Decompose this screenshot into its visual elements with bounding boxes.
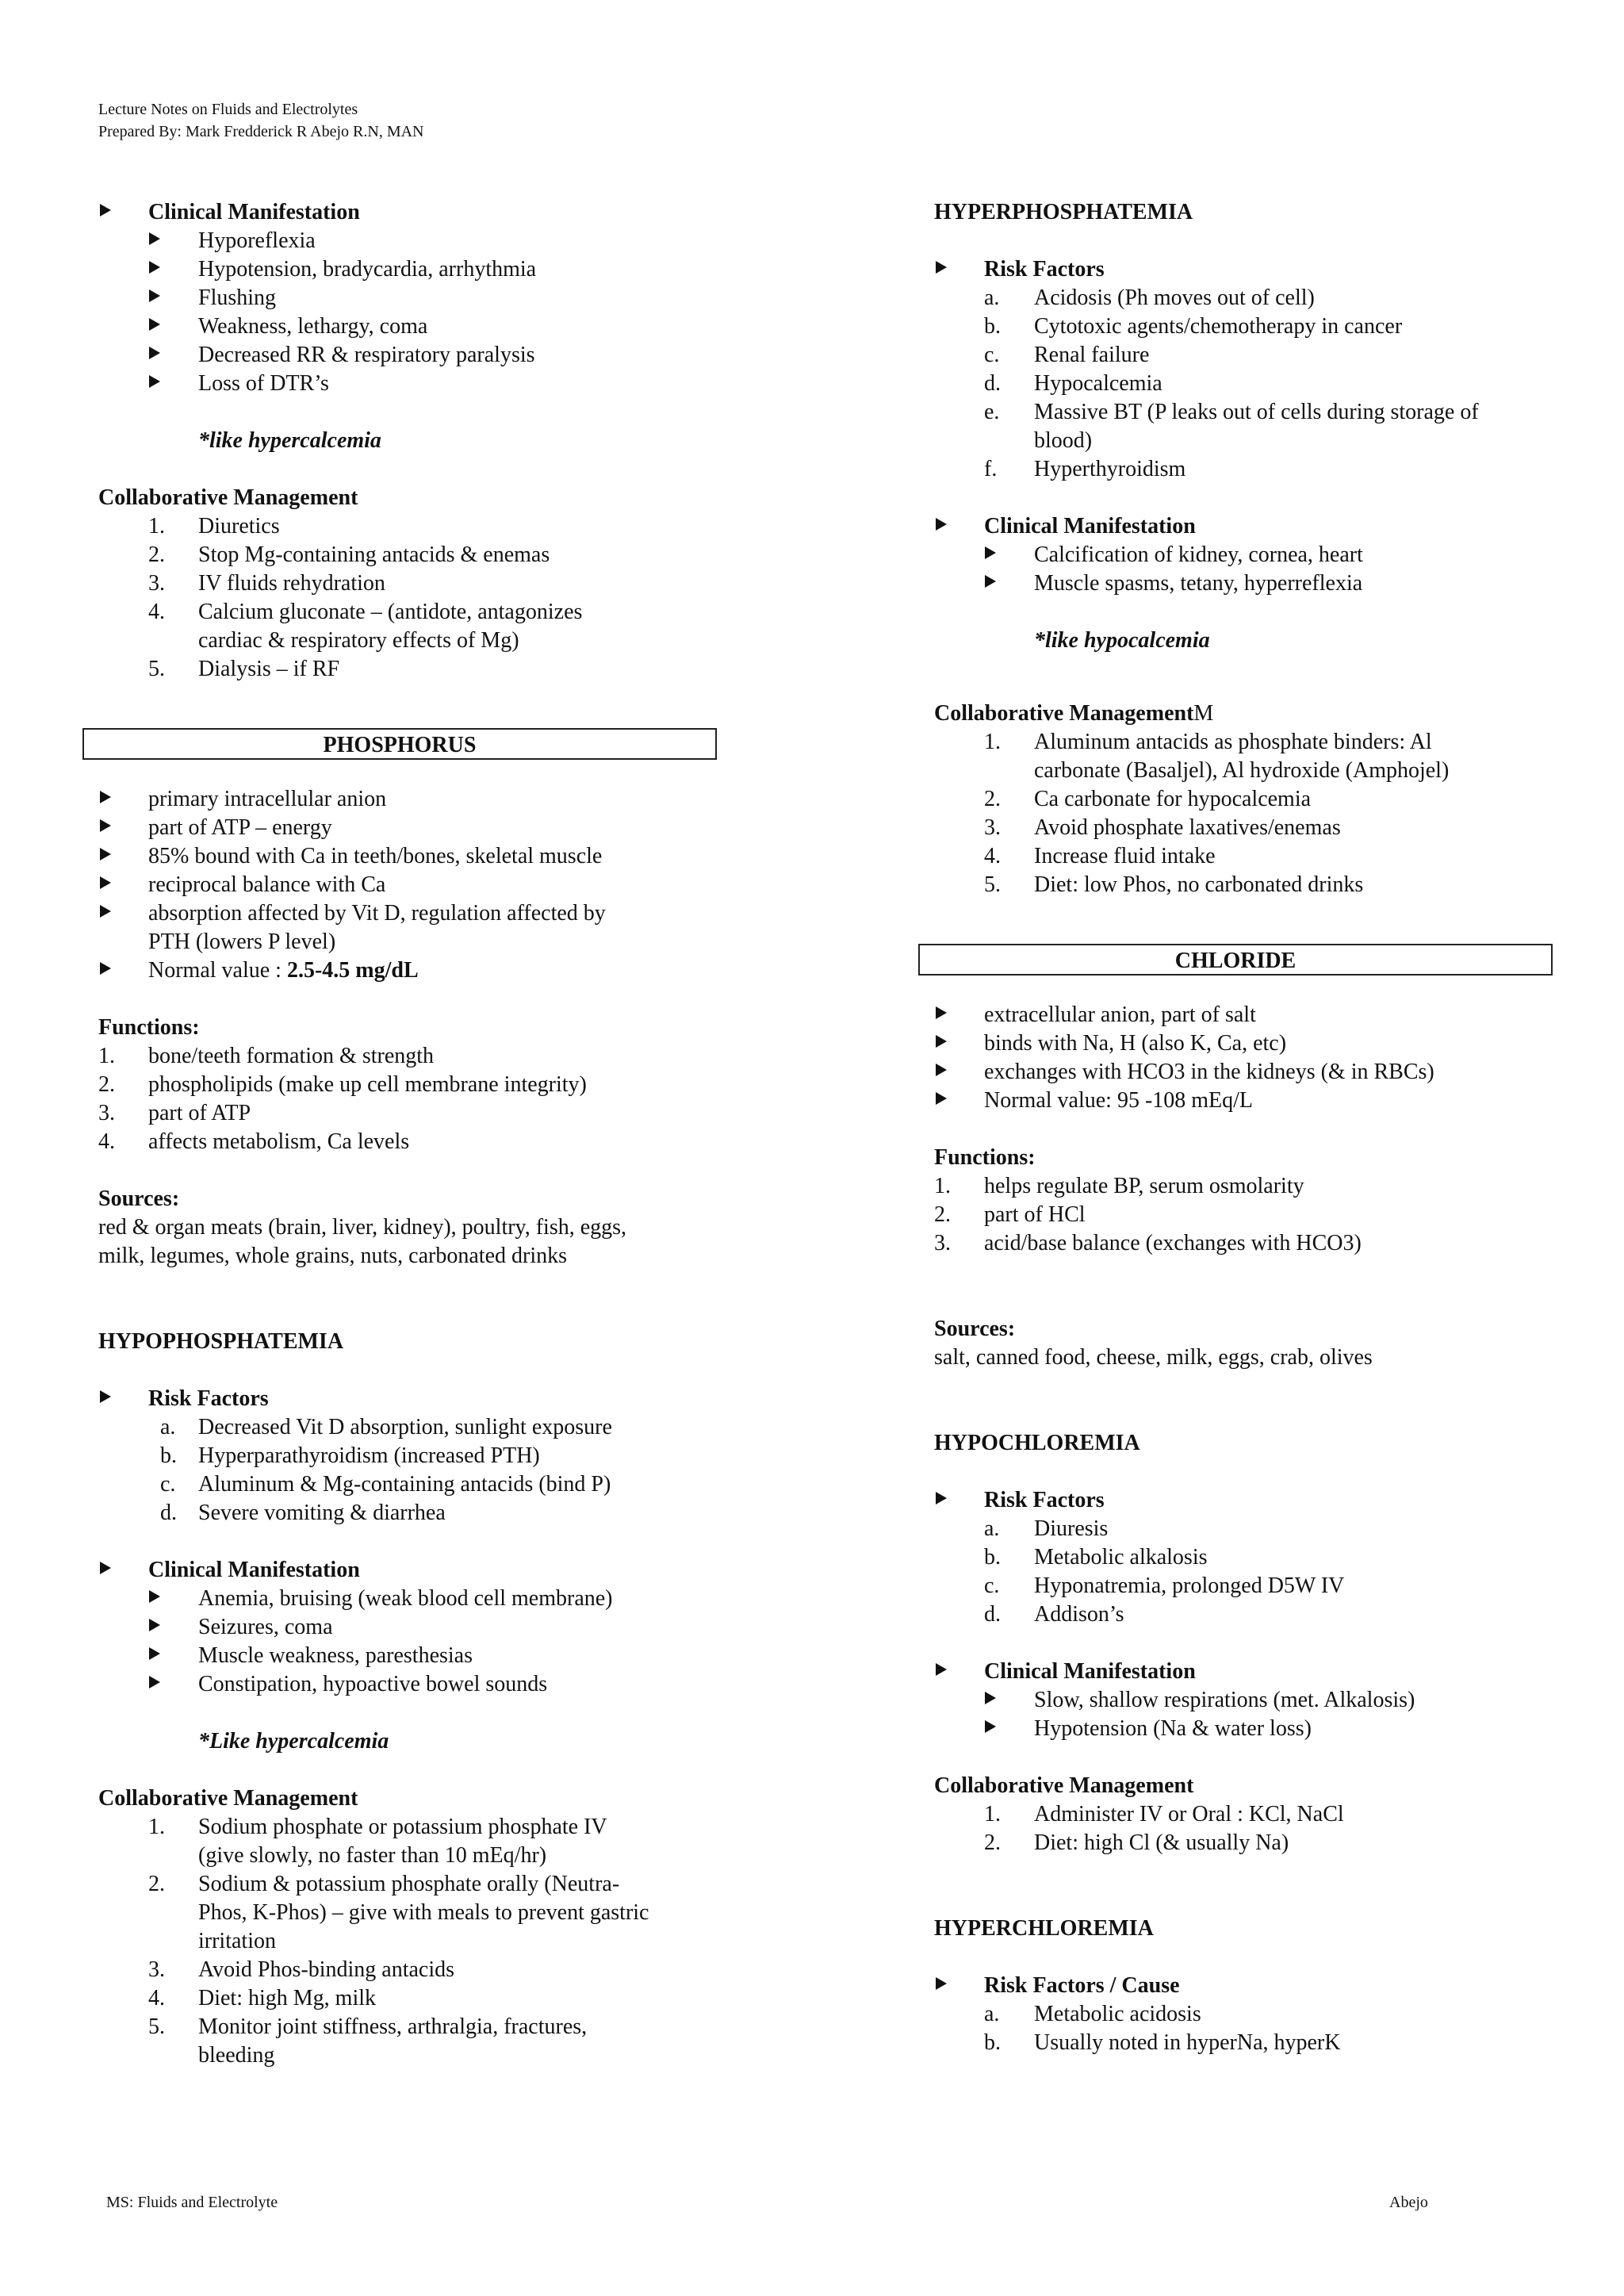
list-letter: f. — [984, 457, 998, 481]
list-item: 1. Aluminum antacids as phosphate binders: Al — [984, 730, 1432, 754]
list-letter: c. — [160, 1472, 176, 1497]
list-letter: a. — [160, 1415, 176, 1439]
list-item: d. Severe vomiting & diarrhea — [98, 1499, 717, 1527]
list-item: reciprocal balance with Ca — [98, 871, 717, 899]
list-item: Flushing — [98, 284, 717, 312]
arrow-bullet-icon — [936, 1064, 947, 1076]
list-letter: a. — [984, 286, 1000, 310]
list-item: Phos, K-Phos) – give with meals to prevent gastric — [198, 1900, 649, 1925]
arrow-bullet-icon — [149, 261, 160, 274]
arrow-bullet-icon — [149, 318, 160, 331]
list-letter: c. — [984, 343, 1000, 367]
list-item: part of ATP – energy — [98, 814, 717, 842]
list-item: 2. part of HCl — [934, 1202, 1086, 1227]
note: *like hypercalcemia — [198, 428, 381, 453]
arrow-bullet-icon — [100, 791, 111, 803]
list-item: c. Hyponatremia, prolonged D5W IV — [934, 1572, 1561, 1600]
normal-value: Normal value : 2.5-4.5 mg/dL — [98, 956, 717, 985]
list-item: b. Cytotoxic agents/chemotherapy in cancer — [934, 312, 1561, 341]
arrow-bullet-icon — [149, 1676, 160, 1688]
list-item: 1. Diuretics — [148, 514, 280, 539]
clinical-manifestation-heading: Clinical Manifestation — [98, 1556, 717, 1585]
list-item: b. Hyperparathyroidism (increased PTH) — [98, 1442, 717, 1470]
list-letter: c. — [984, 1573, 1000, 1598]
arrow-bullet-icon — [149, 375, 160, 388]
sources-text: salt, canned food, cheese, milk, eggs, crab, olives — [934, 1345, 1373, 1370]
list-item: c. Renal failure — [934, 341, 1561, 370]
list-letter: d. — [160, 1501, 177, 1525]
hypophosphatemia-heading: HYPOPHOSPHATEMIA — [98, 1329, 344, 1354]
list-item: Muscle weakness, paresthesias — [98, 1642, 717, 1670]
list-item: primary intracellular anion — [98, 785, 717, 814]
list-item: binds with Na, H (also K, Ca, etc) — [934, 1029, 1561, 1058]
arrow-bullet-icon — [149, 1619, 160, 1631]
list-item: exchanges with HCO3 in the kidneys (& in RBCs) — [934, 1058, 1561, 1087]
arrow-bullet-icon — [149, 347, 160, 359]
arrow-bullet-icon — [149, 232, 160, 245]
functions-heading: Functions: — [934, 1145, 1036, 1170]
hypermag-cm-heading: Clinical Manifestation — [98, 198, 717, 227]
list-item: 3. part of ATP — [98, 1101, 251, 1125]
list-item: f. Hyperthyroidism — [934, 455, 1561, 484]
sources-heading: Sources: — [934, 1317, 1016, 1341]
sources-text: milk, legumes, whole grains, nuts, carbonated drinks — [98, 1244, 567, 1268]
arrow-bullet-icon — [100, 204, 111, 217]
arrow-bullet-icon — [100, 876, 111, 889]
risk-factors-heading: Risk Factors — [934, 255, 1561, 284]
list-item: PTH (lowers P level) — [148, 930, 336, 954]
list-letter: a. — [984, 1516, 1000, 1541]
list-item: Hypotension, bradycardia, arrhythmia — [98, 255, 717, 284]
arrow-bullet-icon — [100, 848, 111, 861]
collaborative-management-heading: Collaborative Management — [98, 1786, 358, 1811]
list-item: 3. acid/base balance (exchanges with HCO3) — [934, 1231, 1362, 1255]
risk-factors-heading: Risk Factors — [98, 1385, 717, 1413]
functions-heading: Functions: — [98, 1015, 200, 1040]
right-column — [934, 198, 1561, 2057]
list-letter: d. — [984, 371, 1001, 396]
list-item: 2. Diet: high Cl (& usually Na) — [984, 1830, 1289, 1855]
list-item: 3. Avoid phosphate laxatives/enemas — [984, 815, 1341, 840]
list-item: Muscle spasms, tetany, hyperreflexia — [934, 569, 1561, 598]
list-item: 2. Sodium & potassium phosphate orally (Neutra- — [148, 1872, 620, 1896]
list-item: 2. Ca carbonate for hypocalcemia — [984, 787, 1312, 811]
list-item: a. Decreased Vit D absorption, sunlight exposure — [98, 1413, 717, 1442]
hyperphosphatemia-heading: HYPERPHOSPHATEMIA — [934, 200, 1193, 224]
list-item: 4. affects metabolism, Ca levels — [98, 1129, 410, 1154]
list-item: Anemia, bruising (weak blood cell membrane) — [98, 1585, 717, 1613]
list-item: a. Acidosis (Ph moves out of cell) — [934, 284, 1561, 312]
list-item: a. Metabolic acidosis — [934, 2000, 1561, 2029]
list-item: Calcification of kidney, cornea, heart — [934, 541, 1561, 569]
list-letter: b. — [984, 2030, 1001, 2055]
list-item: Hypotension (Na & water loss) — [934, 1715, 1561, 1743]
list-item: 1. bone/teeth formation & strength — [98, 1044, 435, 1068]
arrow-bullet-icon — [936, 1977, 947, 1990]
phosphorus-heading-box: PHOSPHORUS — [82, 728, 717, 760]
list-item: b. Usually noted in hyperNa, hyperK — [934, 2029, 1561, 2057]
list-item: Constipation, hypoactive bowel sounds — [98, 1670, 717, 1699]
note: *Like hypercalcemia — [198, 1729, 389, 1754]
list-item: irritation — [198, 1929, 276, 1953]
list-item: Normal value: 95 -108 mEq/L — [934, 1087, 1561, 1115]
arrow-bullet-icon — [936, 1092, 947, 1105]
collaborative-management-heading: Collaborative Management — [934, 1773, 1194, 1798]
header-title: Lecture Notes on Fluids and Electrolytes — [98, 101, 358, 118]
arrow-bullet-icon — [936, 1035, 947, 1048]
risk-factors-heading: Risk Factors — [934, 1486, 1561, 1515]
arrow-bullet-icon — [936, 1663, 947, 1676]
list-item: (give slowly, no faster than 10 mEq/hr) — [198, 1843, 547, 1868]
note: *like hypocalcemia — [1034, 628, 1210, 653]
list-item: c. Aluminum & Mg-containing antacids (bind P) — [98, 1470, 717, 1499]
left-column — [98, 198, 717, 2070]
list-letter: d. — [984, 1602, 1001, 1627]
arrow-bullet-icon — [149, 1590, 160, 1603]
arrow-bullet-icon — [985, 1720, 996, 1733]
list-item: carbonate (Basaljel), Al hydroxide (Amphojel) — [1034, 758, 1450, 783]
list-item: 4. Calcium gluconate – (antidote, antagonizes — [148, 600, 583, 624]
hyperchloremia-heading: HYPERCHLOREMIA — [934, 1916, 1154, 1941]
arrow-bullet-icon — [936, 1492, 947, 1504]
list-item: Seizures, coma — [98, 1613, 717, 1642]
arrow-bullet-icon — [100, 962, 111, 975]
page-header — [98, 98, 424, 143]
list-item: 4. Increase fluid intake — [984, 844, 1216, 868]
list-item: a. Diuresis — [934, 1515, 1561, 1543]
list-letter: e. — [984, 400, 1000, 424]
list-item: 5. Diet: low Phos, no carbonated drinks — [984, 872, 1364, 897]
list-item: 1. helps regulate BP, serum osmolarity — [934, 1174, 1304, 1198]
list-item: 2. Stop Mg-containing antacids & enemas — [148, 542, 550, 567]
arrow-bullet-icon — [149, 289, 160, 302]
list-item: 5. Monitor joint stiffness, arthralgia, fractures, — [148, 2014, 588, 2039]
arrow-bullet-icon — [936, 261, 947, 274]
arrow-bullet-icon — [985, 546, 996, 559]
collaborative-management-heading: Collaborative ManagementM — [934, 701, 1214, 726]
list-item: 2. phospholipids (make up cell membrane integrity) — [98, 1072, 587, 1097]
arrow-bullet-icon — [100, 1390, 111, 1403]
list-item: cardiac & respiratory effects of Mg) — [198, 628, 519, 653]
list-item: 85% bound with Ca in teeth/bones, skeletal muscle — [98, 842, 717, 871]
arrow-bullet-icon — [100, 819, 111, 832]
list-item: b. Metabolic alkalosis — [934, 1543, 1561, 1572]
sources-heading: Sources: — [98, 1186, 180, 1211]
list-letter: b. — [160, 1443, 177, 1468]
list-letter: b. — [984, 1545, 1001, 1570]
arrow-bullet-icon — [100, 905, 111, 918]
list-item: blood) — [1034, 428, 1093, 453]
list-item: e. Massive BT (P leaks out of cells during storage of — [934, 398, 1561, 427]
list-item: Weakness, lethargy, coma — [98, 312, 717, 341]
sources-text: red & organ meats (brain, liver, kidney), poultry, fish, eggs, — [98, 1215, 627, 1240]
chloride-heading-box: CHLORIDE — [918, 944, 1553, 976]
footer-right: Abejo — [1389, 2194, 1428, 2211]
list-item: 1. Administer IV or Oral : KCl, NaCl — [984, 1802, 1344, 1826]
arrow-bullet-icon — [985, 575, 996, 588]
list-item: Slow, shallow respirations (met. Alkalosis) — [934, 1686, 1561, 1715]
list-item: 5. Dialysis – if RF — [148, 657, 340, 681]
list-item: absorption affected by Vit D, regulation affected by — [98, 899, 717, 928]
list-item: 3. Avoid Phos-binding antacids — [148, 1957, 455, 1982]
list-item: Hyporeflexia — [98, 227, 717, 255]
list-item: Loss of DTR’s — [98, 370, 717, 398]
arrow-bullet-icon — [936, 1006, 947, 1019]
hypermag-mgmt-heading: Collaborative Management — [98, 485, 358, 510]
list-item: 1. Sodium phosphate or potassium phosphate IV — [148, 1815, 607, 1839]
list-item: d. Hypocalcemia — [934, 370, 1561, 398]
hypochloremia-heading: HYPOCHLOREMIA — [934, 1431, 1140, 1455]
footer-left: MS: Fluids and Electrolyte — [106, 2194, 278, 2211]
list-item: d. Addison’s — [934, 1600, 1561, 1629]
risk-factors-heading: Risk Factors / Cause — [934, 1972, 1561, 2000]
arrow-bullet-icon — [936, 518, 947, 531]
list-item: bleeding — [198, 2043, 275, 2068]
clinical-manifestation-heading: Clinical Manifestation — [934, 512, 1561, 541]
list-letter: b. — [984, 314, 1001, 339]
arrow-bullet-icon — [100, 1562, 111, 1574]
arrow-bullet-icon — [149, 1647, 160, 1660]
arrow-bullet-icon — [985, 1692, 996, 1704]
header-author: Prepared By: Mark Fredderick R Abejo R.N, MAN — [98, 123, 424, 140]
list-letter: a. — [984, 2002, 1000, 2026]
clinical-manifestation-heading: Clinical Manifestation — [934, 1658, 1561, 1686]
list-item: extracellular anion, part of salt — [934, 1001, 1561, 1029]
list-item: 4. Diet: high Mg, milk — [148, 1986, 376, 2010]
list-item: 3. IV fluids rehydration — [148, 571, 385, 596]
list-item: Decreased RR & respiratory paralysis — [98, 341, 717, 370]
